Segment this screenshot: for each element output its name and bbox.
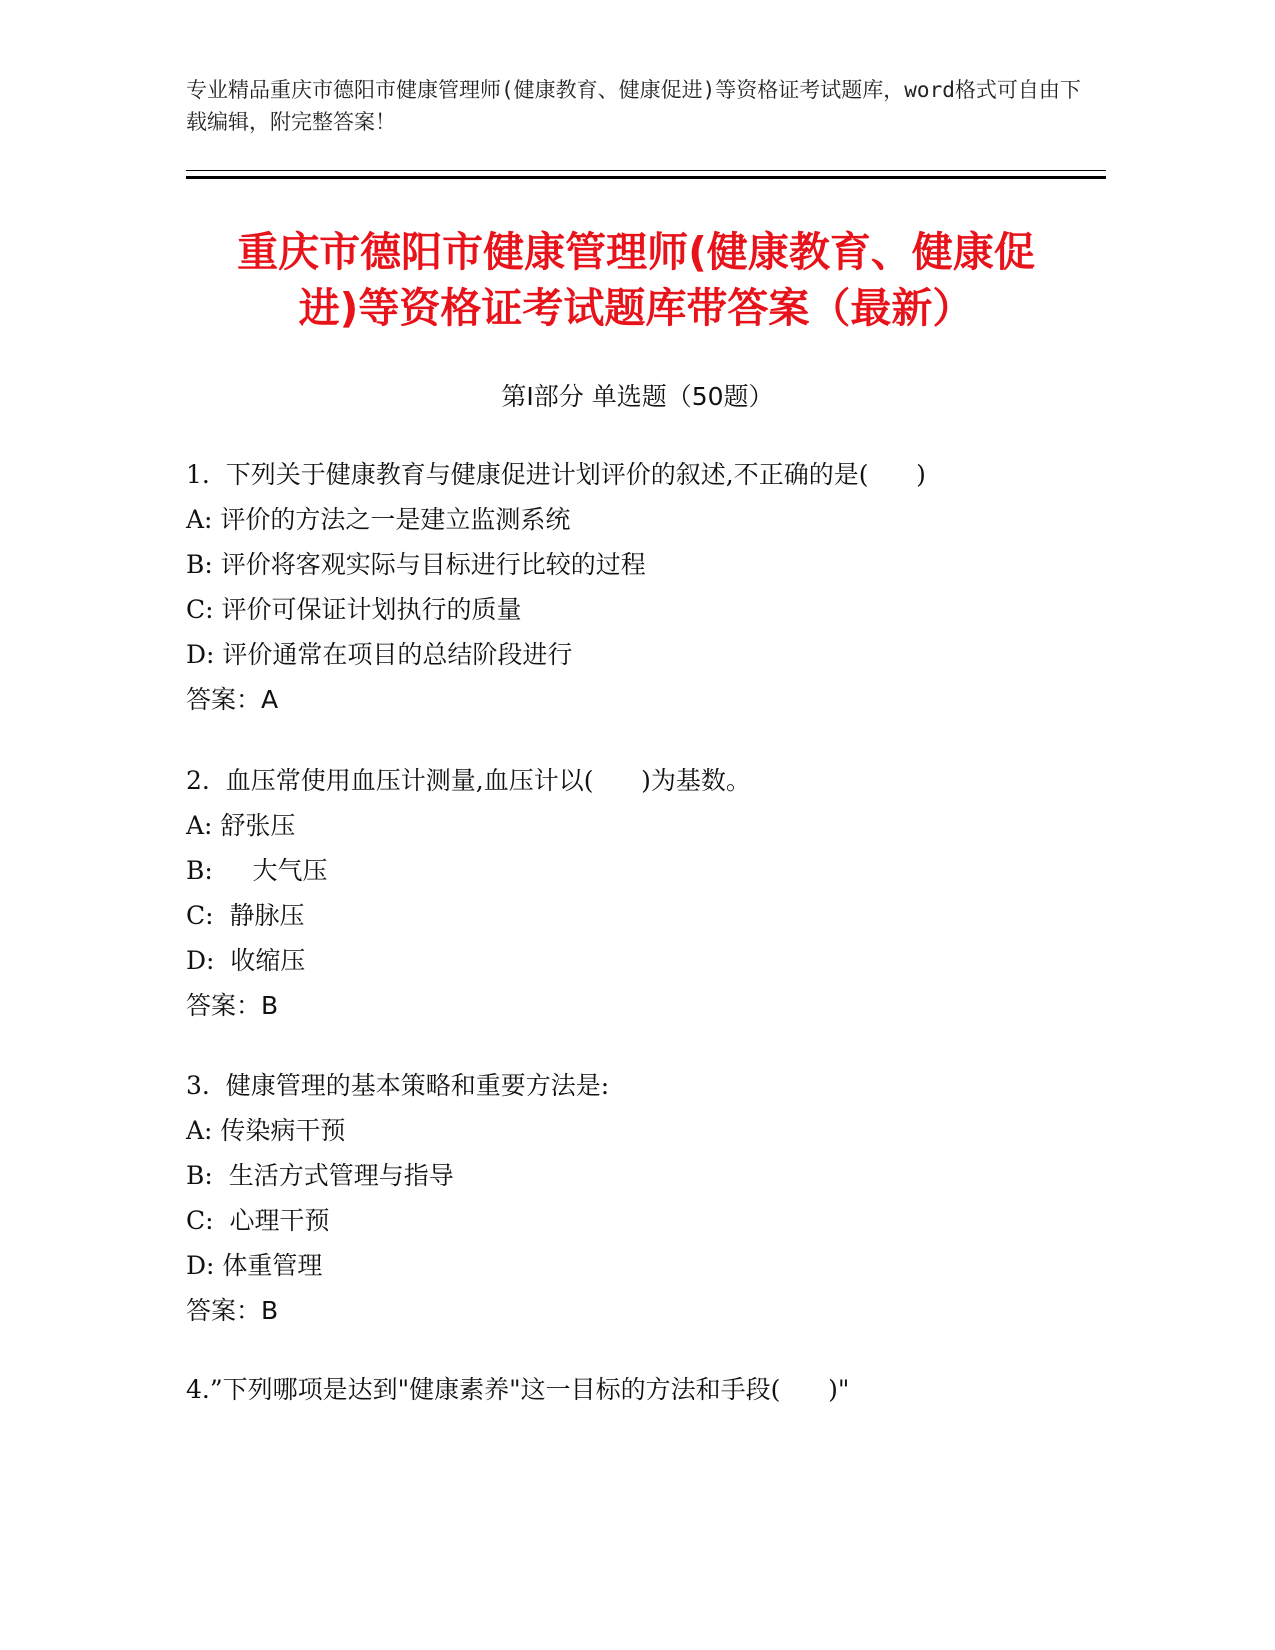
option-a: A: 传染病干预: [186, 1116, 346, 1145]
question-stem: 1. 下列关于健康教育与健康促进计划评价的叙述,不正确的是( ): [186, 460, 926, 489]
option-c: C: 心理干预: [186, 1206, 330, 1235]
question-stem: 3. 健康管理的基本策略和重要方法是:: [186, 1071, 610, 1100]
question-stem: 4.”下列哪项是达到"健康素养"这一目标的方法和手段( )": [186, 1375, 850, 1404]
question-3: [186, 1063, 1086, 1333]
question-2: [186, 758, 1086, 1028]
header-divider-thick: [186, 176, 1106, 179]
answer: 答案：B: [186, 991, 279, 1020]
option-a: A: 舒张压: [186, 811, 296, 840]
document-title: [186, 224, 1086, 336]
option-b: B: 生活方式管理与指导: [186, 1161, 454, 1190]
option-c: C: 评价可保证计划执行的质量: [186, 595, 522, 624]
question-4: [186, 1367, 1086, 1412]
title-line-2: 进)等资格证考试题库带答案（最新）: [298, 284, 974, 332]
option-d: D: 评价通常在项目的总结阶段进行: [186, 640, 573, 669]
option-b: B: 大气压: [186, 856, 328, 885]
question-stem: 2. 血压常使用血压计测量,血压计以( )为基数。: [186, 766, 751, 795]
section-heading: 第Ⅰ部分 单选题（50题）: [501, 382, 774, 411]
header-divider-thin: [186, 170, 1106, 171]
title-line-1: 重庆市德阳市健康管理师(健康教育、健康促: [237, 228, 1035, 276]
option-b: B: 评价将客观实际与目标进行比较的过程: [186, 550, 646, 579]
option-d: D: 收缩压: [186, 946, 306, 975]
option-d: D: 体重管理: [186, 1251, 323, 1280]
answer: 答案：A: [186, 685, 279, 714]
answer: 答案：B: [186, 1296, 279, 1325]
option-a: A: 评价的方法之一是建立监测系统: [186, 505, 571, 534]
option-c: C: 静脉压: [186, 901, 305, 930]
header-note: 专业精品重庆市德阳市健康管理师(健康教育、健康促进)等资格证考试题库，word格式可自由下载编辑，附完整答案！: [186, 78, 1081, 134]
question-1: [186, 452, 1086, 722]
